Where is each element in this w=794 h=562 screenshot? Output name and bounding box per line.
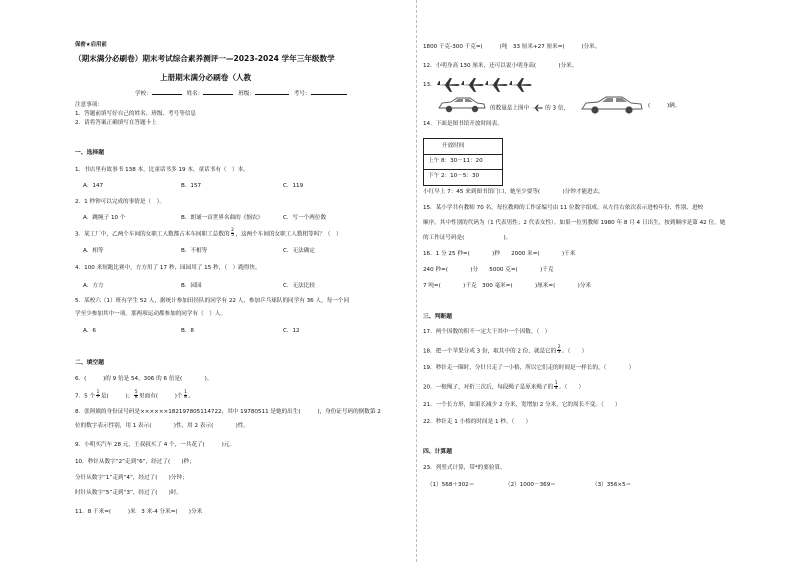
number-label: 考号：: [293, 91, 311, 97]
airplane-icon: [530, 104, 544, 112]
opening-hours-table: [423, 138, 503, 186]
judge-question-21[interactable]: 21．一个长方形，如果长减少 2 分米，宽增加 2 分米，它的周长不变。（ ）: [423, 402, 621, 408]
j20-text-post: 。（ ）: [558, 384, 585, 391]
name-blank[interactable]: [203, 94, 233, 95]
left-column: [75, 0, 410, 562]
question-5-line2: 学至少参加其中一项。那两项运动都参加的同学有（ ）人。: [75, 311, 227, 317]
fill-question-15-line2: 顺序。其中性别的代码为（1 代表男性；2 代表女性）。如果一位男教师 1980 年 8 月 4 日出生，按到顺序是第 42 位，她: [423, 220, 726, 226]
j18-fraction-denominator: 3: [557, 350, 561, 356]
f7-text-d: 。: [188, 393, 194, 400]
q3-text-pre: 3．某工厂中，乙两个车间的女职工人数都占本车间职工总数的: [75, 231, 230, 238]
notice-item-2: 2．请将答案正确填写在答题卡上: [75, 120, 157, 126]
fill-question-11[interactable]: 11．8 千米=( )米 3 米-4 分米=( )分米: [75, 509, 203, 515]
q2-option-a[interactable]: A．跳绳子 10 个: [83, 215, 126, 221]
fill-question-10-line2[interactable]: 分针从数字“1”走到“4”，经过了( )分钟；: [75, 475, 188, 481]
f7-fraction-2: [134, 391, 138, 401]
q13-text: [490, 104, 569, 112]
name-label: 姓名：: [186, 91, 204, 97]
f7-fraction-2-numerator: 5: [134, 390, 138, 395]
airplane-icon: [509, 78, 532, 92]
question-1: 1．书店里有故事书 138 本，比童话书多 19 本，童话书有（ ）本。: [75, 167, 249, 173]
student-info-row: [135, 92, 347, 98]
fill-question-16-line3[interactable]: 7 吨=( )千克 300 毫米=( )厘米=( )分米: [423, 283, 592, 289]
q5-option-c[interactable]: C．12: [283, 328, 300, 334]
j20-fraction-numerator: 1: [554, 381, 558, 386]
judge-question-17[interactable]: 17．两个因数的积不一定大于其中一个因数。（ ）: [423, 329, 551, 335]
section-fill-title: 二、填空题: [75, 360, 104, 366]
q3-fraction: [231, 229, 235, 239]
q5-option-b[interactable]: B．8: [181, 328, 194, 334]
fill-question-16-line1[interactable]: 16．1 分 25 秒=( )秒 2000 米=( )千米: [423, 251, 576, 257]
j20-text-pre: 20．一根绳子，对折三次后，每段绳子是原来绳子的: [423, 384, 554, 391]
notice-title: 注意事项：: [75, 102, 103, 108]
fill-question-9[interactable]: 9．小明买汽车 28 元，王叔叔买了 4 个，一共花了( )元。: [75, 442, 235, 448]
fold-line: [416, 0, 417, 562]
q5-option-a[interactable]: A．6: [83, 328, 96, 334]
airplane-icon: [461, 78, 484, 92]
fill-question-12[interactable]: 12．小明身高 130 厘米，还可以说小明身高( )分米。: [423, 63, 578, 69]
q3-option-c[interactable]: C．无法确定: [283, 248, 315, 254]
q4-option-a[interactable]: A．方方: [83, 283, 104, 289]
question-4: 4．100 米短跑比赛中，方方用了 17 秒，园园用了 15 秒，（ ）跑得快。: [75, 265, 261, 271]
class-blank[interactable]: [255, 94, 289, 95]
q3-text-post: ，这两个车间的女职工人数相等吗？（ ）: [235, 231, 342, 238]
airplanes-row: [436, 75, 534, 95]
q2-option-b[interactable]: B．朗诵一首世界名曲的《悯农》: [181, 215, 264, 221]
f7-fraction-3-numerator: 1: [184, 390, 187, 395]
q3-fraction-denominator: 5: [231, 233, 234, 239]
opening-hours-afternoon: [424, 169, 502, 184]
question-2: 2．1 秒钟可以完成的事情是（ ）。: [75, 199, 166, 205]
right-column: [423, 0, 726, 562]
confidential-tag: 保密★启用前: [75, 42, 107, 48]
airplane-icon: [437, 78, 460, 92]
calc-item-3[interactable]: （3）356×5＝: [592, 482, 632, 488]
fill-question-16-line2[interactable]: 240 秒=( )分 5000 克=( )千克: [423, 267, 554, 273]
f7-fraction-3-denominator: 8: [184, 395, 187, 401]
afternoon-hours: 下午 2：10－5：30: [428, 173, 480, 179]
q2-option-c[interactable]: C．写一个两位数: [283, 215, 327, 221]
f7-fraction-2-denominator: 8: [134, 395, 138, 401]
class-label: 班级：: [238, 91, 255, 97]
f7-text-a: 7．5 个: [75, 393, 96, 400]
fill-question-11-continued[interactable]: 1800 千克-300 千克=( )吨 33 厘米+27 厘米=( )分米。: [423, 44, 601, 50]
car-icon: [580, 95, 644, 115]
opening-hours-title: 开放时间: [442, 143, 465, 149]
car-icon: [437, 96, 487, 114]
q13-text-pre: 的数量是上图中: [490, 105, 530, 112]
fill-question-10-line1[interactable]: 10．秒针从数字“2”走到“6”，经过了( )秒；: [75, 459, 195, 465]
q13-label: 13．: [423, 82, 436, 88]
section-choice-title: 一、选择题: [75, 150, 104, 156]
judge-question-18[interactable]: [423, 346, 587, 356]
f7-fraction-1-numerator: 1: [96, 390, 100, 395]
f7-fraction-1: [96, 391, 100, 401]
q4-option-b[interactable]: B．园园: [181, 283, 202, 289]
calc-question-23: 23．列竖式计算，带*的要验算。: [423, 465, 506, 471]
j20-fraction-denominator: 4: [554, 386, 558, 392]
judge-question-19[interactable]: 19．秒针走一圈时，分针只走了一小格，所以它们走的时间是一样长的。（ ）: [423, 365, 635, 371]
q1-option-a[interactable]: A．147: [83, 183, 104, 189]
q1-option-c[interactable]: C．119: [283, 183, 304, 189]
school-blank[interactable]: [152, 94, 182, 95]
fill-question-15-line3[interactable]: 的工作证号码是( )。: [423, 235, 512, 241]
q3-fraction-numerator: 2: [231, 228, 234, 233]
f7-text-b: 是( )；: [100, 393, 134, 400]
number-blank[interactable]: [311, 94, 347, 95]
section-calc-title: 四、计算题: [423, 449, 452, 455]
airplane-icon: [485, 78, 508, 92]
judge-question-20[interactable]: [423, 382, 584, 392]
exam-title-line2: 上册期末满分必刷卷（人教: [160, 73, 252, 82]
f7-text-c: 里面有( )个: [139, 393, 183, 400]
opening-hours-header: [424, 139, 502, 155]
fill-question-10-line3[interactable]: 时针从数字“5”走到“3”，经过了( )时。: [75, 490, 182, 496]
q3-option-a[interactable]: A．相等: [83, 248, 104, 254]
calc-item-2[interactable]: （2）1000－369＝: [505, 482, 556, 488]
q4-option-c[interactable]: C．无法比较: [283, 283, 315, 289]
calc-item-1[interactable]: （1）568＋302＝: [427, 482, 475, 488]
question-3: [75, 229, 342, 239]
judge-question-22[interactable]: 22．秒针走 1 小格的时间是 1 秒。（ ）: [423, 419, 532, 425]
f7-fraction-3: [184, 391, 188, 401]
j18-text-post: 。（ ）: [562, 348, 588, 355]
section-judge-title: 三、判断题: [423, 314, 452, 320]
fill-question-14: 14．下面是图书馆开放时间表。: [423, 121, 503, 127]
question-5-line1: 5．某校六（1）班有学生 52 人，据统计参加田径队的同学有 22 人，参加乒乓球队的同学有 36 人，每一个同: [75, 298, 350, 304]
q13-answer[interactable]: ( )辆。: [648, 103, 681, 109]
j18-fraction-numerator: 2: [557, 345, 561, 350]
fill-question-7[interactable]: [75, 391, 194, 401]
fill-question-6[interactable]: 6．( )的 9 倍是 54，306 的 6 倍是( )。: [75, 376, 213, 382]
fill-question-14-question[interactable]: 小红早上 7：45 来到图书馆门口，她至少要等( )分钟才能进去。: [423, 189, 604, 195]
j18-text-pre: 18．把一个苹果分成 3 份，取其中的 2 份，就是它的: [423, 348, 557, 355]
fill-question-8-line2[interactable]: 位的数字表示性别，用 1 表示( )性，用 2 表示( )性。: [75, 423, 249, 429]
q13-text-mid: 的 3 倍，: [545, 105, 570, 112]
q3-option-b[interactable]: B．不相等: [181, 248, 208, 254]
j18-fraction: [557, 346, 561, 356]
exam-title-line1: （期末满分必刷卷）期末考试综合素养测评一—2023-2024 学年三年级数学: [74, 54, 335, 63]
fill-question-8-line1[interactable]: 8．张阿姨的身份证号码是××××××182197805114722，其中 19780511 是她的出生( )，身份证号码的倒数第 2: [75, 409, 381, 415]
j20-fraction: [554, 382, 558, 392]
school-label: 学校：: [135, 91, 152, 97]
fill-question-15-line1: 15．某小学共有教师 70 名，每位教师的工作证编号由 11 位数字组成。从左往右依次表示进校年份、性别、进校: [423, 205, 704, 211]
morning-hours: 上午 8：30－11：20: [428, 158, 483, 164]
f7-fraction-1-denominator: 7: [96, 395, 100, 401]
q1-option-b[interactable]: B．157: [181, 183, 202, 189]
opening-hours-morning: [424, 154, 502, 170]
notice-item-1: 1．答题前填写好自己的姓名、班级、考号等信息: [75, 111, 197, 117]
